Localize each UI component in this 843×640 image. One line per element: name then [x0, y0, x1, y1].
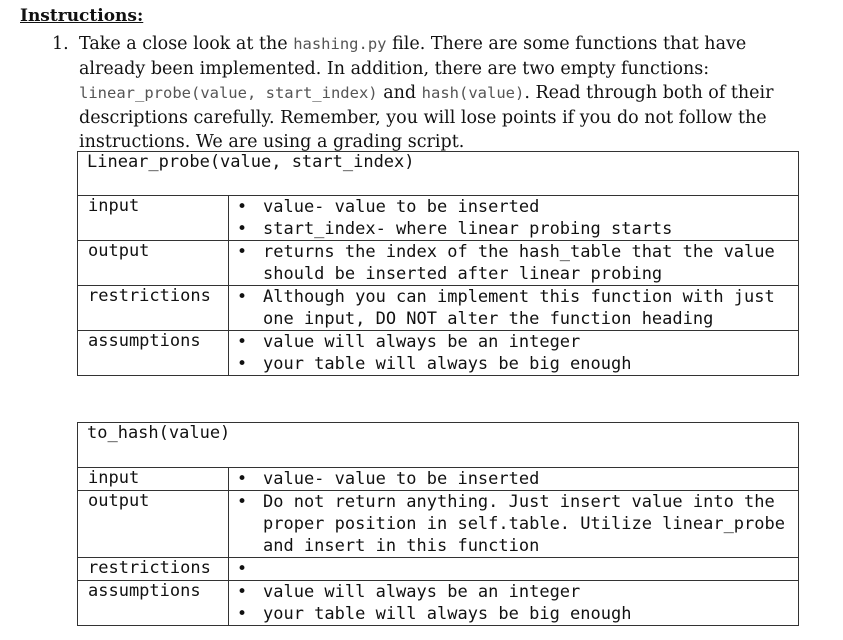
paragraph-text: and: [377, 83, 422, 103]
row-label: input: [78, 468, 229, 491]
bullet-item: • value- value to be inserted: [234, 468, 798, 490]
table-row: [78, 558, 799, 581]
bullet-item: • start_index- where linear probing starts: [234, 218, 798, 240]
paragraph-text: Take a close look at the: [79, 34, 294, 54]
row-label: input: [78, 196, 229, 241]
row-label: output: [78, 491, 229, 558]
bullet-list: [234, 241, 798, 285]
function-signature: linear_probe(value, start_index): [79, 84, 378, 102]
row-value: [229, 331, 799, 376]
bullet-item: • value- value to be inserted: [234, 196, 798, 218]
paragraph-text: . Read through both of their descriptions carefully. Remember, you will lose points if you do not follow the instructions. We are using a grading script.: [79, 83, 774, 152]
bullet-item: [234, 558, 798, 580]
table-row: [78, 286, 799, 331]
bullet-list: [234, 581, 798, 625]
bullet-item: • Do not return anything. Just insert value into the proper position in self.table. Utilize linear_probe and insert in this function: [234, 491, 798, 557]
table-row: [78, 491, 799, 558]
bullet-list: [234, 491, 798, 557]
function-title: Linear_probe(value, start_index): [78, 152, 799, 196]
row-value: [229, 581, 799, 626]
file-name: hashing.py: [293, 35, 387, 53]
row-label: restrictions: [78, 286, 229, 331]
bullet-list: [234, 468, 798, 490]
table-header-row: [78, 423, 799, 468]
table-row: [78, 241, 799, 286]
table-header-row: [78, 152, 799, 196]
row-value: [229, 491, 799, 558]
function-signature: hash(value): [421, 84, 525, 102]
bullet-item: • your table will always be big enough: [234, 603, 798, 625]
bullet-list: [234, 331, 798, 375]
instruction-paragraph: [79, 32, 797, 155]
bullet-item: • Although you can implement this function with just one input, DO NOT alter the function heading: [234, 286, 798, 330]
table-row: [78, 331, 799, 376]
table-row: [78, 196, 799, 241]
bullet-list: [234, 196, 798, 240]
row-label: output: [78, 241, 229, 286]
bullet-list: [234, 286, 798, 330]
function-title: to_hash(value): [78, 423, 799, 468]
to-hash-spec-table: [77, 422, 799, 626]
bullet-item: • value will always be an integer: [234, 581, 798, 603]
paragraph-text: file. There are some functions that have already been implemented. In addition, there are two empty functions:: [79, 34, 747, 79]
row-label: assumptions: [78, 581, 229, 626]
row-label: assumptions: [78, 331, 229, 376]
bullet-item: • returns the index of the hash_table that the value should be inserted after linear probing: [234, 241, 798, 285]
linear-probe-spec-table: [77, 151, 799, 376]
table-row: [78, 581, 799, 626]
item-number: 1.: [52, 34, 69, 54]
row-value: [229, 241, 799, 286]
row-value: [229, 286, 799, 331]
instructions-heading: Instructions:: [20, 6, 144, 26]
instruction-item: [52, 32, 797, 155]
row-label: restrictions: [78, 558, 229, 581]
row-value: [229, 196, 799, 241]
row-value: [229, 468, 799, 491]
row-value: [229, 558, 799, 581]
table-row: [78, 468, 799, 491]
bullet-item: • your table will always be big enough: [234, 353, 798, 375]
bullet-list: [234, 558, 798, 580]
bullet-item: • value will always be an integer: [234, 331, 798, 353]
